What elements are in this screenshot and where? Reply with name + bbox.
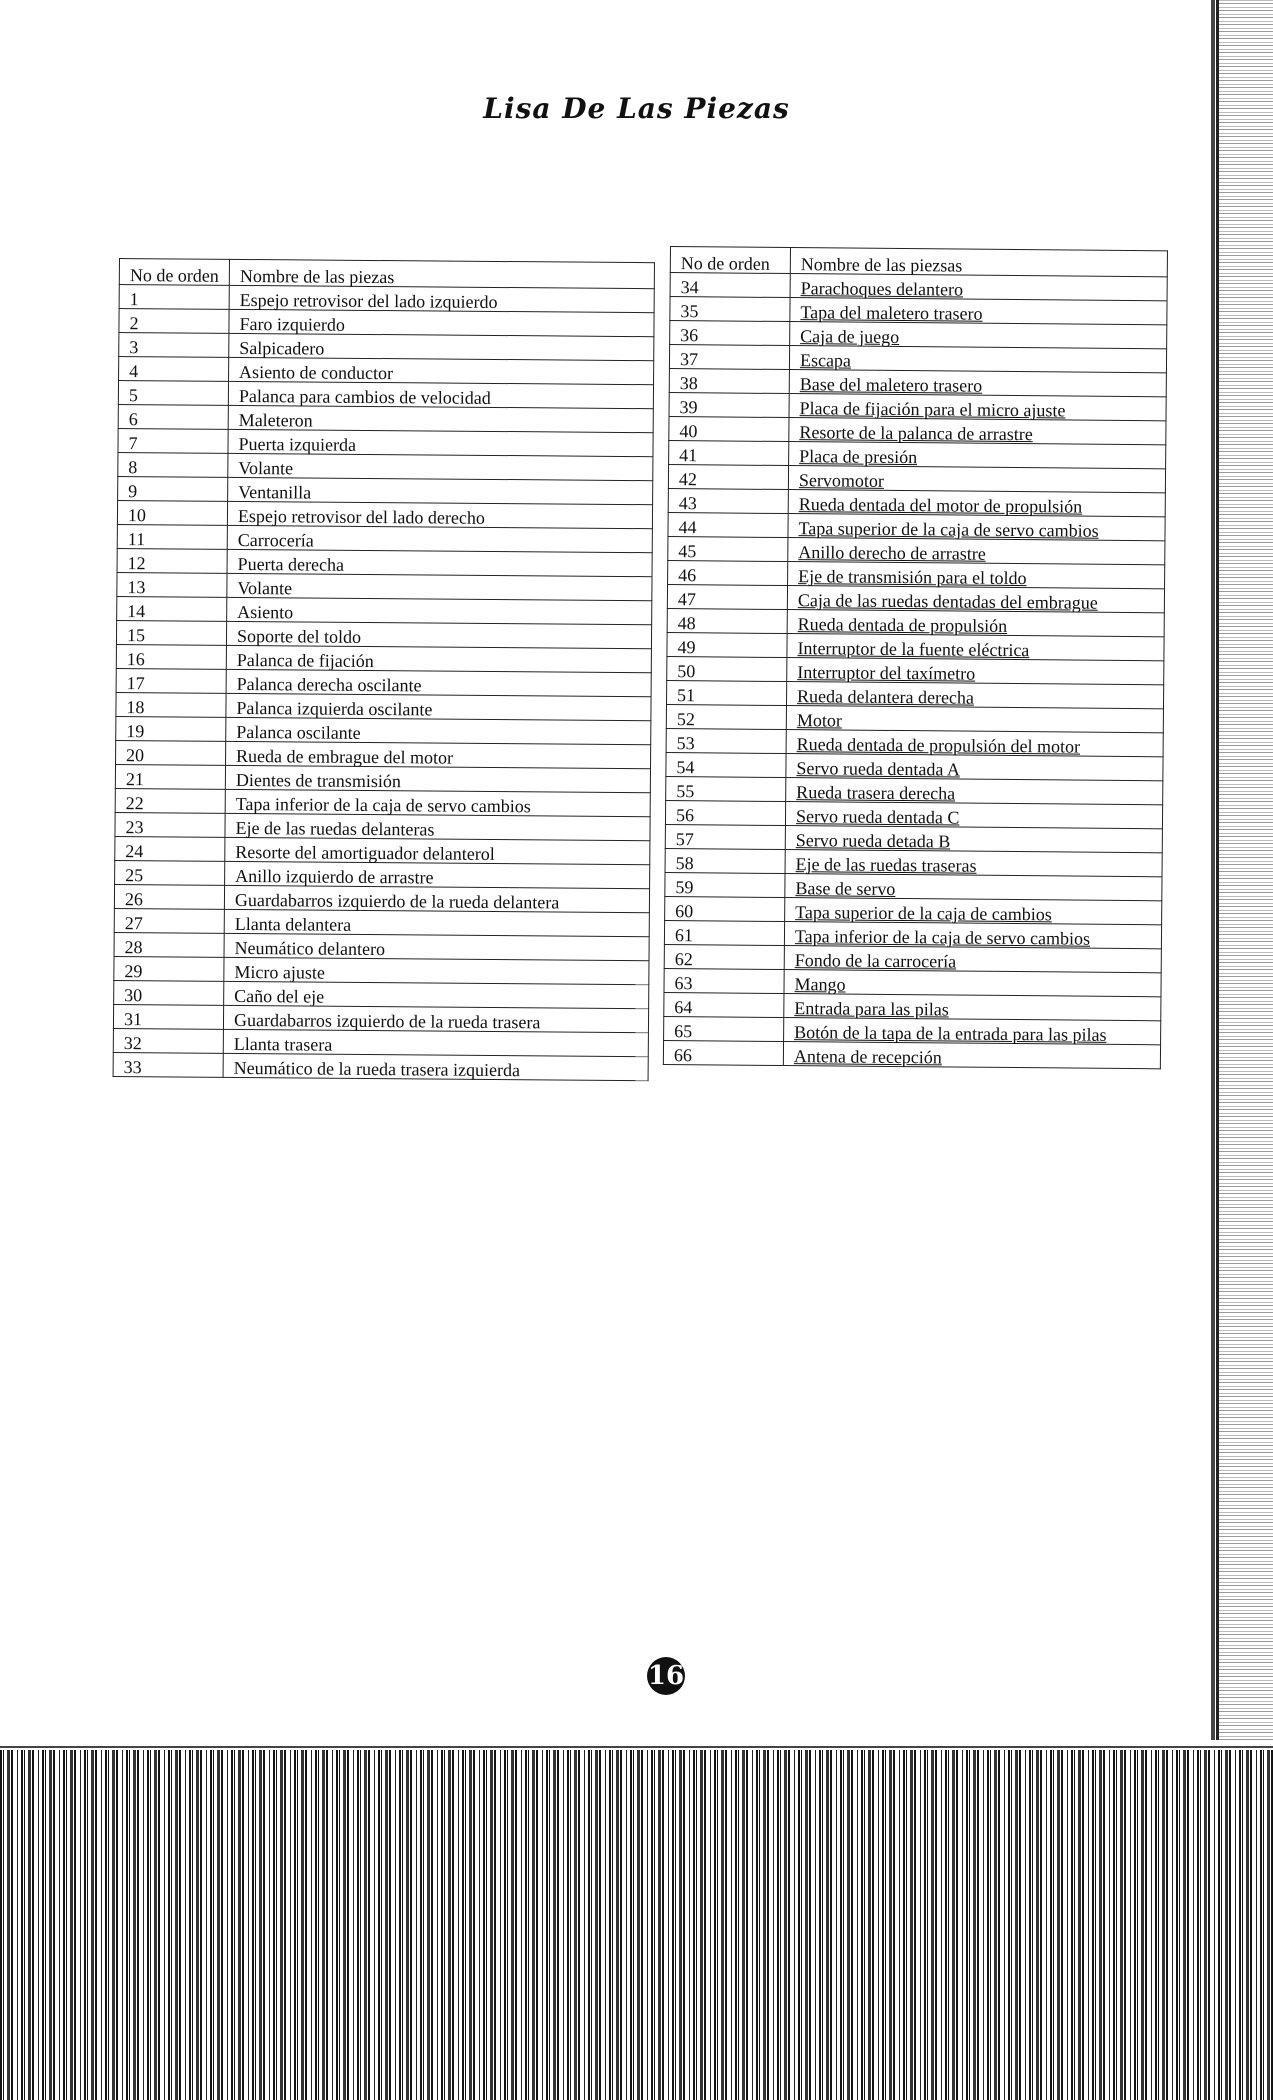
order-number-cell: 60 bbox=[665, 896, 785, 921]
part-name-cell: Ventanilla bbox=[228, 477, 653, 504]
scan-noise-band bbox=[0, 1750, 1273, 2100]
order-number-cell: 19 bbox=[116, 716, 226, 741]
order-number-cell: 22 bbox=[115, 788, 225, 813]
order-number-cell: 47 bbox=[667, 584, 787, 609]
table-body bbox=[113, 285, 654, 1081]
part-name-cell: Guardabarros izquierdo de la rueda trasera bbox=[223, 1005, 648, 1032]
order-number-cell: 64 bbox=[664, 992, 784, 1017]
part-name-cell: Placa de presión bbox=[789, 442, 1166, 469]
part-name-cell: Maleteron bbox=[228, 405, 653, 432]
part-name-cell: Tapa inferior de la caja de servo cambios bbox=[784, 922, 1161, 949]
order-number-cell: 44 bbox=[668, 512, 788, 537]
order-number-cell: 12 bbox=[117, 548, 227, 573]
part-name-cell: Neumático de la rueda trasera izquierda bbox=[223, 1053, 648, 1080]
order-number-cell: 20 bbox=[116, 740, 226, 765]
scan-band-line bbox=[0, 1746, 1273, 1748]
table-row bbox=[113, 1052, 648, 1080]
order-number-cell: 40 bbox=[669, 416, 789, 441]
part-name-cell: Espejo retrovisor del lado derecho bbox=[227, 501, 652, 528]
order-number-cell: 4 bbox=[119, 357, 229, 382]
part-name-cell: Escapa bbox=[789, 346, 1166, 373]
order-number-cell: 37 bbox=[669, 345, 789, 370]
order-number-cell: 7 bbox=[118, 428, 228, 453]
part-name-cell: Palanca para cambios de velocidad bbox=[228, 381, 653, 408]
table-body bbox=[663, 273, 1167, 1069]
part-name-cell: Servo rueda dentada A bbox=[786, 754, 1163, 781]
part-name-cell: Caño del eje bbox=[224, 981, 649, 1008]
part-name-cell: Soporte del toldo bbox=[226, 621, 651, 648]
part-name-cell: Micro ajuste bbox=[224, 957, 649, 984]
parts-table-right bbox=[663, 246, 1168, 1069]
order-number-cell: 3 bbox=[119, 333, 229, 358]
order-number-cell: 10 bbox=[117, 500, 227, 525]
order-number-cell: 23 bbox=[115, 812, 225, 837]
scan-edge-line bbox=[1211, 0, 1215, 1740]
parts-table-left bbox=[113, 258, 655, 1081]
part-name-cell: Rueda dentada de propulsión bbox=[787, 610, 1164, 637]
part-name-cell: Interruptor del taxímetro bbox=[787, 658, 1164, 685]
order-number-cell: 46 bbox=[668, 560, 788, 585]
part-name-cell: Palanca de fijación bbox=[226, 645, 651, 672]
part-name-cell: Servo rueda detada B bbox=[785, 826, 1162, 853]
part-name-cell: Botón de la tapa de la entrada para las pilas bbox=[784, 1018, 1161, 1045]
order-number-cell: 29 bbox=[114, 956, 224, 981]
order-number-cell: 5 bbox=[118, 381, 228, 406]
order-number-cell: 2 bbox=[119, 309, 229, 334]
order-number-cell: 13 bbox=[117, 572, 227, 597]
part-name-cell: Resorte del amortiguador delanterol bbox=[225, 837, 650, 864]
part-name-cell: Palanca derecha oscilante bbox=[226, 669, 651, 696]
order-number-cell: 49 bbox=[667, 632, 787, 657]
column-header-order-number: No de orden bbox=[670, 247, 790, 274]
part-name-cell: Interruptor de la fuente eléctrica bbox=[787, 634, 1164, 661]
order-number-cell: 34 bbox=[670, 273, 790, 298]
order-number-cell: 36 bbox=[670, 321, 790, 346]
part-name-cell: Llanta trasera bbox=[223, 1029, 648, 1056]
part-name-cell: Llanta delantera bbox=[224, 909, 649, 936]
part-name-cell: Volante bbox=[228, 453, 653, 480]
part-name-cell: Espejo retrovisor del lado izquierdo bbox=[229, 285, 654, 312]
part-name-cell: Resorte de la palanca de arrastre bbox=[789, 418, 1166, 445]
part-name-cell: Rueda dentada del motor de propulsión bbox=[788, 490, 1165, 517]
order-number-cell: 21 bbox=[115, 764, 225, 789]
order-number-cell: 8 bbox=[118, 452, 228, 477]
part-name-cell: Placa de fijación para el micro ajuste bbox=[789, 394, 1166, 421]
part-name-cell: Carrocería bbox=[227, 525, 652, 552]
order-number-cell: 42 bbox=[668, 464, 788, 489]
page-title: Lisa De Las Piezas bbox=[483, 92, 790, 125]
part-name-cell: Tapa inferior de la caja de servo cambios bbox=[225, 789, 650, 816]
scan-edge-artifact bbox=[1216, 0, 1273, 1740]
part-name-cell: Puerta derecha bbox=[227, 549, 652, 576]
part-name-cell: Neumático delantero bbox=[224, 933, 649, 960]
order-number-cell: 27 bbox=[114, 908, 224, 933]
order-number-cell: 16 bbox=[116, 644, 226, 669]
order-number-cell: 30 bbox=[114, 980, 224, 1005]
part-name-cell: Asiento de conductor bbox=[229, 357, 654, 384]
order-number-cell: 11 bbox=[117, 524, 227, 549]
column-header-part-name: Nombre de las piezas bbox=[229, 259, 654, 288]
order-number-cell: 62 bbox=[664, 944, 784, 969]
part-name-cell: Tapa superior de la caja de cambios bbox=[785, 898, 1162, 925]
table-row bbox=[663, 1040, 1160, 1068]
part-name-cell: Parachoques delantero bbox=[790, 274, 1167, 301]
order-number-cell: 51 bbox=[666, 680, 786, 705]
order-number-cell: 41 bbox=[669, 440, 789, 465]
order-number-cell: 33 bbox=[113, 1052, 223, 1077]
order-number-cell: 50 bbox=[667, 656, 787, 681]
part-name-cell: Antena de recepción bbox=[783, 1042, 1160, 1069]
part-name-cell: Rueda trasera derecha bbox=[786, 778, 1163, 805]
order-number-cell: 1 bbox=[119, 285, 229, 310]
order-number-cell: 25 bbox=[115, 860, 225, 885]
part-name-cell: Fondo de la carrocería bbox=[784, 946, 1161, 973]
column-header-order-number: No de orden bbox=[119, 259, 229, 286]
order-number-cell: 39 bbox=[669, 392, 789, 417]
part-name-cell: Servomotor bbox=[788, 466, 1165, 493]
order-number-cell: 35 bbox=[670, 297, 790, 322]
order-number-cell: 57 bbox=[665, 824, 785, 849]
order-number-cell: 55 bbox=[666, 776, 786, 801]
part-name-cell: Tapa del maletero trasero bbox=[790, 298, 1167, 325]
order-number-cell: 63 bbox=[664, 968, 784, 993]
order-number-cell: 38 bbox=[669, 368, 789, 393]
part-name-cell: Puerta izquierda bbox=[228, 429, 653, 456]
page-number-badge: 16 bbox=[647, 1657, 685, 1695]
part-name-cell: Motor bbox=[786, 706, 1163, 733]
order-number-cell: 14 bbox=[117, 596, 227, 621]
part-name-cell: Anillo derecho de arrastre bbox=[788, 538, 1165, 565]
column-header-part-name: Nombre de las piezsas bbox=[790, 248, 1167, 277]
part-name-cell: Caja de las ruedas dentadas del embrague bbox=[787, 586, 1164, 613]
order-number-cell: 48 bbox=[667, 608, 787, 633]
part-name-cell: Dientes de transmisión bbox=[225, 765, 650, 792]
order-number-cell: 58 bbox=[665, 848, 785, 873]
part-name-cell: Base del maletero trasero bbox=[789, 370, 1166, 397]
part-name-cell: Eje de las ruedas delanteras bbox=[225, 813, 650, 840]
part-name-cell: Eje de transmisión para el toldo bbox=[788, 562, 1165, 589]
order-number-cell: 28 bbox=[114, 932, 224, 957]
order-number-cell: 59 bbox=[665, 872, 785, 897]
order-number-cell: 18 bbox=[116, 692, 226, 717]
part-name-cell: Caja de juego bbox=[790, 322, 1167, 349]
part-name-cell: Faro izquierdo bbox=[229, 309, 654, 336]
order-number-cell: 65 bbox=[664, 1016, 784, 1041]
part-name-cell: Entrada para las pilas bbox=[784, 994, 1161, 1021]
part-name-cell: Guardabarros izquierdo de la rueda delantera bbox=[224, 885, 649, 912]
part-name-cell: Palanca oscilante bbox=[226, 717, 651, 744]
part-name-cell: Rueda delantera derecha bbox=[786, 682, 1163, 709]
part-name-cell: Salpicadero bbox=[229, 333, 654, 360]
order-number-cell: 17 bbox=[116, 668, 226, 693]
order-number-cell: 26 bbox=[114, 884, 224, 909]
order-number-cell: 54 bbox=[666, 752, 786, 777]
order-number-cell: 32 bbox=[113, 1028, 223, 1053]
part-name-cell: Palanca izquierda oscilante bbox=[226, 693, 651, 720]
order-number-cell: 61 bbox=[664, 920, 784, 945]
part-name-cell: Asiento bbox=[227, 597, 652, 624]
order-number-cell: 9 bbox=[118, 476, 228, 501]
part-name-cell: Rueda de embrague del motor bbox=[226, 741, 651, 768]
table-header-row bbox=[670, 247, 1167, 277]
order-number-cell: 53 bbox=[666, 728, 786, 753]
part-name-cell: Mango bbox=[784, 970, 1161, 997]
part-name-cell: Rueda dentada de propulsión del motor bbox=[786, 730, 1163, 757]
part-name-cell: Volante bbox=[227, 573, 652, 600]
order-number-cell: 31 bbox=[113, 1004, 223, 1029]
part-name-cell: Anillo izquierdo de arrastre bbox=[225, 861, 650, 888]
order-number-cell: 52 bbox=[666, 704, 786, 729]
order-number-cell: 45 bbox=[668, 536, 788, 561]
order-number-cell: 15 bbox=[116, 620, 226, 645]
part-name-cell: Eje de las ruedas traseras bbox=[785, 850, 1162, 877]
order-number-cell: 43 bbox=[668, 488, 788, 513]
order-number-cell: 6 bbox=[118, 404, 228, 429]
part-name-cell: Tapa superior de la caja de servo cambios bbox=[788, 514, 1165, 541]
order-number-cell: 66 bbox=[663, 1040, 783, 1065]
order-number-cell: 56 bbox=[665, 800, 785, 825]
part-name-cell: Base de servo bbox=[785, 874, 1162, 901]
order-number-cell: 24 bbox=[115, 836, 225, 861]
part-name-cell: Servo rueda dentada C bbox=[785, 802, 1162, 829]
table-header-row bbox=[119, 259, 654, 289]
